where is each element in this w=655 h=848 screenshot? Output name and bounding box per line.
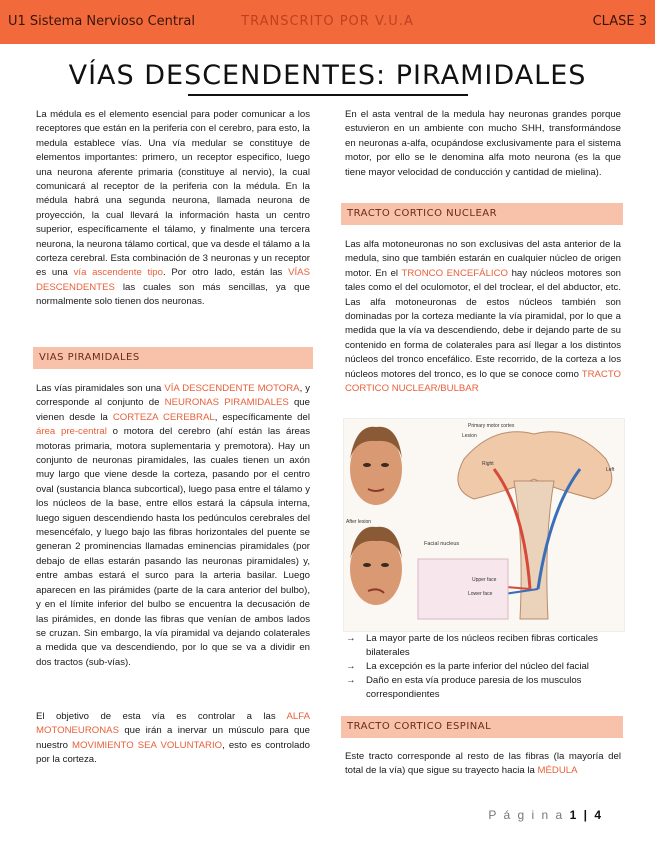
label-lesion: Lesion (462, 433, 477, 439)
right-para3 (345, 750, 621, 779)
highlighted-term: vía ascendente tipo (73, 267, 163, 279)
arrow-icon: → (346, 661, 356, 672)
highlighted-term: CORTEZA CEREBRAL (112, 411, 215, 423)
highlighted-term: MÉDULA (537, 765, 578, 777)
footer-label: P á g i n a (488, 808, 565, 822)
page-footer (488, 808, 603, 822)
brain-diagram-illustration (344, 419, 624, 631)
section-tracto-cortico-nuclear: TRACTO CORTICO NUCLEAR (341, 203, 623, 225)
label-after-lesion: After lesion (346, 519, 372, 525)
vias-piramidales-paragraph (36, 382, 310, 670)
footer-page-number: 1 (569, 808, 579, 822)
text-run: Las vías piramidales son una (36, 383, 165, 394)
highlighted-term: MOVIMIENTO SEA VOLUNTARIO (72, 739, 223, 751)
text-run: las cuales son más sencillas, ya que normalmente solo tienen dos neuronas. (36, 281, 310, 308)
text-run: Las alfa motoneuronas no son exclusivas del asta anterior de la medula, sino que también estarán en cualquier núcleo de origen motor. En el (345, 239, 621, 279)
highlighted-term: ALFA MOTONEURONAS (36, 711, 310, 737)
highlighted-term: área pre-central (36, 426, 107, 438)
label-upper-face: Upper face (472, 577, 497, 583)
text-run: , esto es controlado por la corteza. (36, 739, 310, 766)
highlighted-term: NEURONAS PIRAMIDALES (164, 397, 289, 409)
text-run: hay núcleos motores son tales como el del oculomotor, el del troclear, el del abductor, etc. Las alfa motoneuronas de estos núcleos también son dominadas por la corteza mediante la vía piramidal, por lo que a medida que la vía va descendiendo, debe ir dejando parte de su contenido en forma de colaterales para así llegar a los distintos núcleos del tronco encefálico. Este recorrido, de la corteza a los núcleos motores del tronco, es lo que se conoce como (345, 267, 622, 380)
highlighted-term: TRACTO CORTICO NUCLEAR/BULBAR (345, 368, 621, 395)
label-facial-nucleus: Facial nucleus (424, 541, 460, 547)
text-run: El objetivo de esta vía es controlar a las (36, 711, 287, 722)
asta-ventral-paragraph (345, 108, 621, 180)
bullet-list (344, 632, 622, 702)
header-class: CLASE 3 (592, 14, 647, 29)
label-left: Left (606, 467, 615, 473)
bullet-item: → La mayor parte de los núcleos reciben fibras corticales bilaterales (346, 633, 598, 658)
header-subject: U1 Sistema Nervioso Central (8, 14, 195, 29)
corticobulbar-figure (343, 418, 625, 632)
section-tracto-cortico-espinal: TRACTO CORTICO ESPINAL (341, 716, 623, 738)
highlighted-term: TRONCO ENCEFÁLICO (401, 267, 508, 279)
cortico-espinal-paragraph (345, 750, 621, 779)
text-run: que irán a inervar un músculo para que nuestro (36, 725, 310, 751)
label-right: Right (482, 461, 494, 467)
text-run: La médula es el elemento esencial para poder comunicar a los receptores que están en la periferia con el cerebro, para esto, la medula establece vías. Una vía medular se constituye de elementos importantes: primero, un receptor especifico, luego una neurona aferente primaria (constituye al nervio), la cual comunicará al receptor de la periferia con la médula. En la médula habrá una segunda neurona, llamada neurona de proyección, la cual llevará la información hasta un centro superior, específicamente el tálamo, y finalmente una tercera neurona, la neurona tálamo cortical, que va desde el tálamo a la corteza cerebral. Esta combinación de 3 neuronas y un receptor es una (36, 109, 310, 279)
text-run: En el asta ventral de la medula hay neuronas grandes porque estuvieron en un ambiente con mucho SHH, transformándose en neuronas a-alfa, ocupándose exclusivamente para el sistema motor, por ello se le denomina alfa moto neurona (es la que tiene mayor velocidad de conducción y cantidad de mielina). (345, 109, 621, 178)
cortico-nuclear-paragraph (345, 238, 621, 396)
objetivo-paragraph (36, 710, 310, 768)
right-para1 (345, 108, 621, 180)
label-primary-motor-cortex: Primary motor cortex (468, 423, 515, 429)
arrow-icon: → (346, 633, 356, 644)
highlighted-term: VÍA DESCENDENTE MOTORA (164, 383, 300, 394)
left-para3 (36, 710, 310, 768)
bullet-item: → Daño en esta vía produce paresia de los musculos correspondientes (346, 675, 582, 700)
right-para2 (345, 238, 621, 396)
brainstem-shape (514, 481, 554, 619)
label-lower-face: Lower face (468, 591, 493, 597)
footer-total-pages: 4 (594, 808, 603, 822)
title-underline (188, 94, 468, 96)
intro-paragraph (36, 108, 310, 310)
left-para2 (36, 382, 310, 670)
text-run: . Por otro lado, están las (162, 267, 289, 279)
page-title: VÍAS DESCENDENTES: PIRAMIDALES (68, 60, 587, 91)
header-transcriber: TRANSCRITO POR V.U.A (241, 14, 414, 29)
section-vias-piramidales: VIAS PIRAMIDALES (33, 347, 313, 369)
left-intro (36, 108, 310, 310)
highlighted-term: VÍAS DESCENDENTES (36, 267, 310, 293)
text-run: o motora del cerebro (ahí están las áreas motoras primaria, motora suplementaria y premotora). Hay un conjunto de neuronas piramidales, las cuales tienen un axón muy largo que viene desde la corteza, pasando por el centro oval (sustancia blanca subcortical), luego pasa entre el tálamo y los núcleos de la base, entre ellos estará la cápsula interna, luego siguen descendiendo hasta los pedúnculos cerebrales del mesencéfalo, y luego bajo las fibras horizontales del puente se generan 2 prominencias llamadas eminencias piramidales (por debajo de ellas estarán pasando las neuronas piramidales) y, entre ambas estará el surco para la arteria basilar. Luego aparecen en las pirámides (parte de la cara anterior del bulbo), y en el límite inferior del bulbo se encuentra la decusación de las pirámides, en donde las fibras que venían de ambos lados se cruzan. Sin embargo, la vía piramidal va dejando colaterales a medida que va descendiendo, por lo que se va a dividir en dos tractos (sub-vías). (36, 426, 310, 668)
bullet-item: → La excepción es la parte inferior del núcleo del facial (346, 661, 589, 672)
text-run: que vienen desde la (36, 397, 310, 423)
arrow-icon: → (346, 675, 356, 686)
text-run: , y corresponde al conjunto de (36, 383, 311, 409)
text-run: Este tracto corresponde al resto de las fibras (la mayoría del total de la vía) que sigue su trayecto hacia la (345, 751, 621, 777)
header-bar (0, 0, 655, 44)
text-run: , específicamente del (214, 411, 310, 423)
footer-separator: | (583, 808, 589, 822)
